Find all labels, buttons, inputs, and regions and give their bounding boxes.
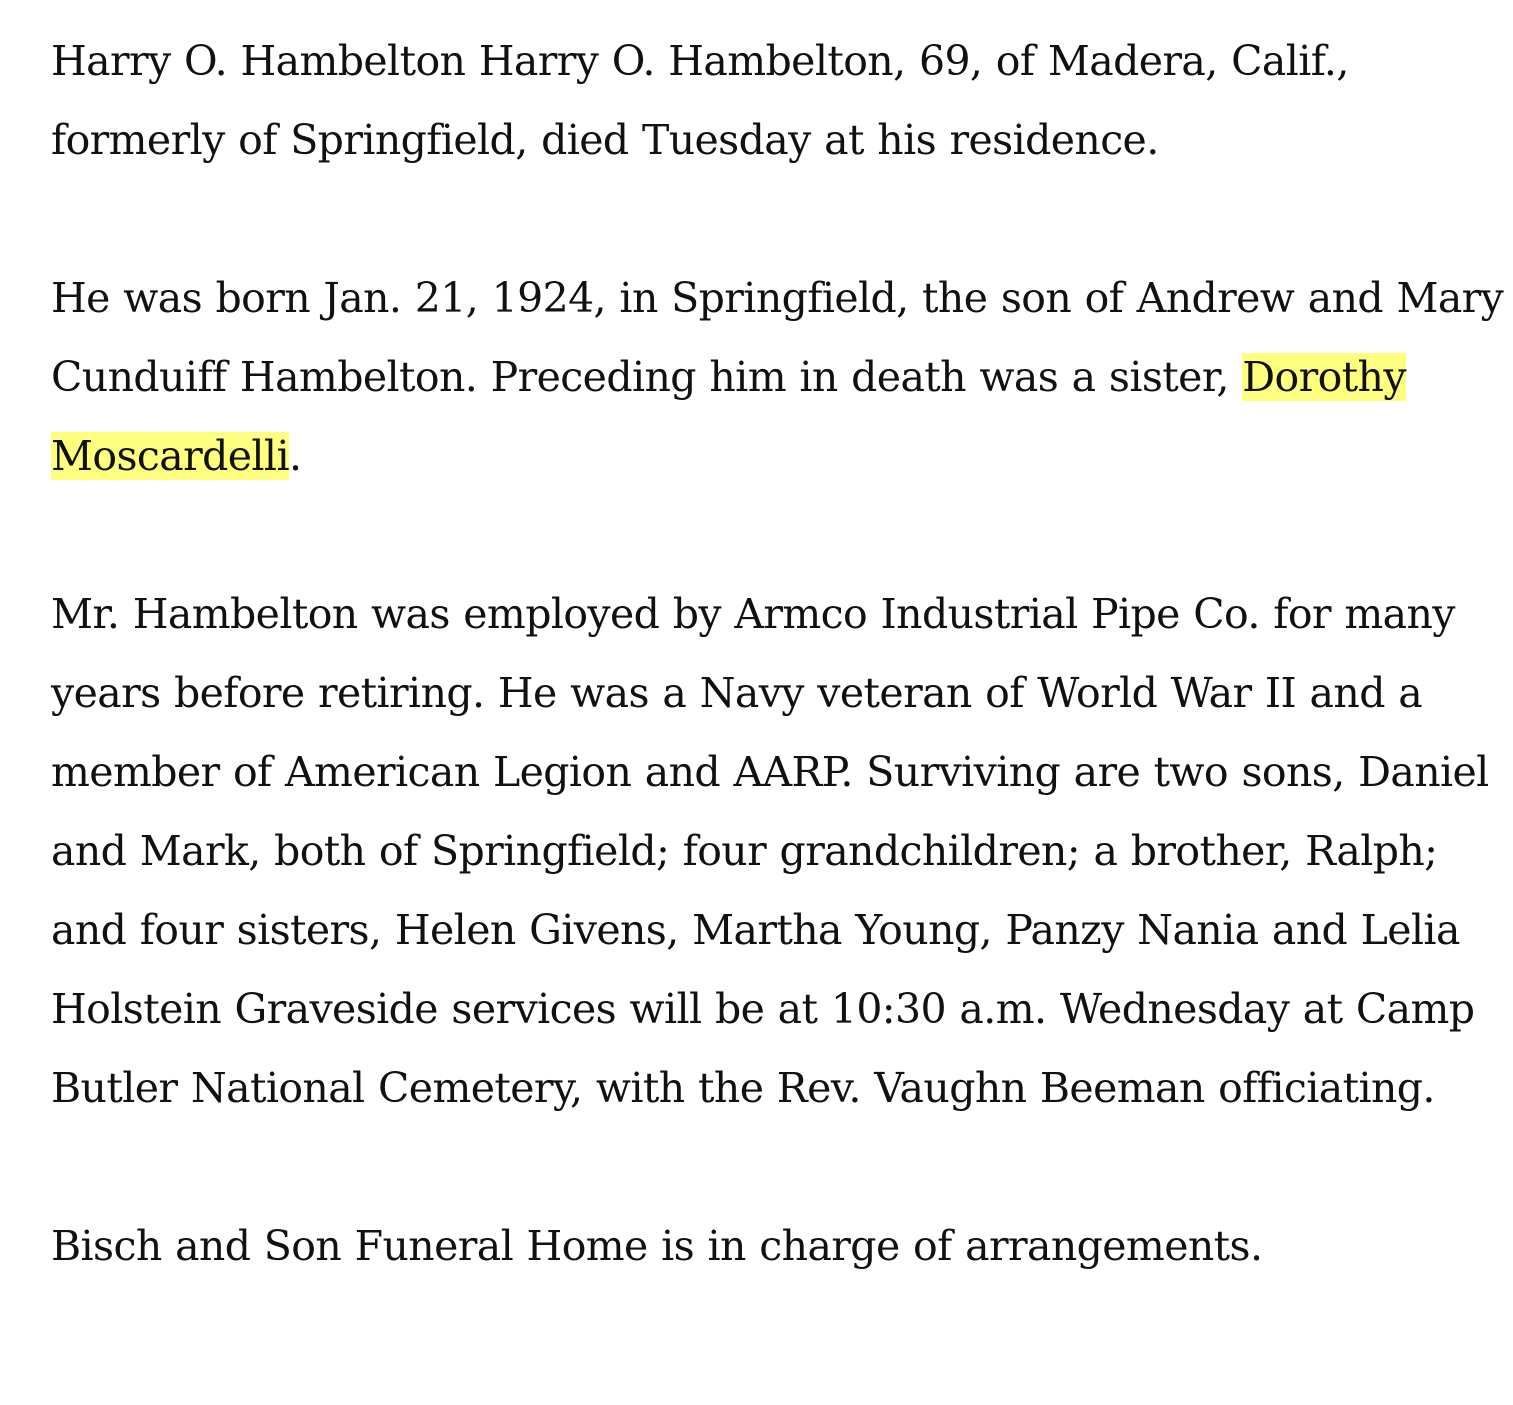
obituary-article xyxy=(51,22,1506,1286)
obituary-paragraph-intro: Harry O. Hambelton Harry O. Hambelton, 69, of Madera, Calif., formerly of Springfield, died Tuesday at his residence. xyxy=(51,37,1349,164)
birth-text: He was born Jan. 21, 1924, in Springfield, the son of Andrew and Mary Cunduiff Hambelton. Preceding him in death was a sister, xyxy=(51,274,1504,401)
birth-text-end: . xyxy=(288,432,302,480)
obituary-paragraph-arrangements: Bisch and Son Funeral Home is in charge of arrangements. xyxy=(51,1222,1263,1270)
highlighted-name: Dorothy Moscardelli xyxy=(51,353,1406,480)
obituary-paragraph-career: Mr. Hambelton was employed by Armco Industrial Pipe Co. for many years before retiring. He was a Navy veteran of World War II and a member of American Legion and AARP. Surviving are two sons, Daniel and Mark, both of Springfield; four grandchildren; a brother, Ralph; and four sisters, Helen Givens, Martha Young, Panzy Nania and Lelia Holstein Graveside services will be at 10:30 a.m. Wednesday at Camp Butler National Cemetery, with the Rev. Vaughn Beeman officiating. xyxy=(51,590,1489,1112)
obituary-paragraph-birth xyxy=(51,259,1506,496)
